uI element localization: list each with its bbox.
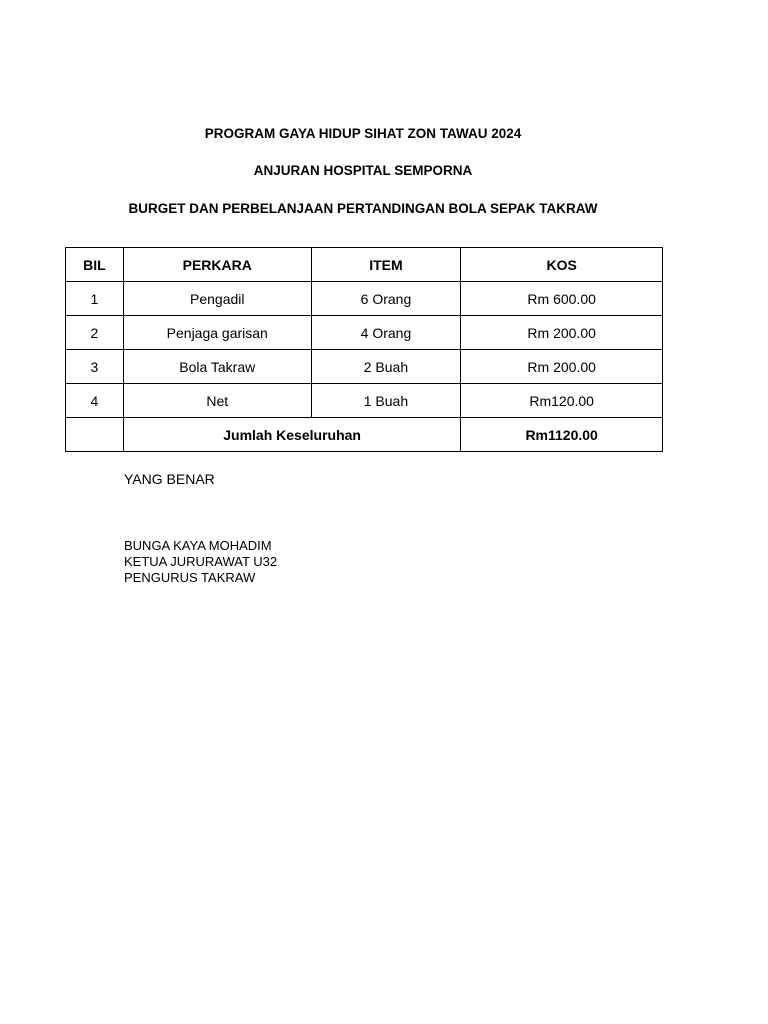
table-row	[66, 350, 663, 384]
signatory-title: KETUA JURURAWAT U32	[124, 554, 278, 569]
column-header-bil: BIL	[66, 248, 124, 282]
total-label: Jumlah Keseluruhan	[123, 418, 460, 452]
budget-heading: BURGET DAN PERBELANJAAN PERTANDINGAN BOLA SEPAK TAKRAW	[128, 201, 598, 216]
cell-kos: Rm 600.00	[461, 282, 663, 316]
document-title: PROGRAM GAYA HIDUP SIHAT ZON TAWAU 2024	[204, 126, 522, 141]
cell-bil: 3	[66, 350, 124, 384]
column-header-perkara: PERKARA	[123, 248, 311, 282]
table-header-row	[66, 248, 663, 282]
cell-perkara: Pengadil	[123, 282, 311, 316]
cell-item: 6 Orang	[311, 282, 461, 316]
table-row	[66, 384, 663, 418]
cell-bil: 1	[66, 282, 124, 316]
cell-bil: 2	[66, 316, 124, 350]
cell-perkara: Bola Takraw	[123, 350, 311, 384]
cell-kos: Rm120.00	[461, 384, 663, 418]
total-row	[66, 418, 663, 452]
column-header-kos: KOS	[461, 248, 663, 282]
table-row	[66, 316, 663, 350]
budget-table	[65, 247, 663, 452]
cell-bil: 4	[66, 384, 124, 418]
cell-item: 2 Buah	[311, 350, 461, 384]
organizer-heading: ANJURAN HOSPITAL SEMPORNA	[253, 163, 473, 178]
cell-perkara: Penjaga garisan	[123, 316, 311, 350]
cell-empty	[66, 418, 124, 452]
cell-item: 1 Buah	[311, 384, 461, 418]
cell-kos: Rm 200.00	[461, 350, 663, 384]
signatory-role: PENGURUS TAKRAW	[124, 570, 256, 585]
signatory-name: BUNGA KAYA MOHADIM	[124, 538, 272, 553]
column-header-item: ITEM	[311, 248, 461, 282]
closing-salutation: YANG BENAR	[124, 471, 215, 487]
cell-kos: Rm 200.00	[461, 316, 663, 350]
total-value: Rm1120.00	[461, 418, 663, 452]
cell-item: 4 Orang	[311, 316, 461, 350]
cell-perkara: Net	[123, 384, 311, 418]
table-row	[66, 282, 663, 316]
